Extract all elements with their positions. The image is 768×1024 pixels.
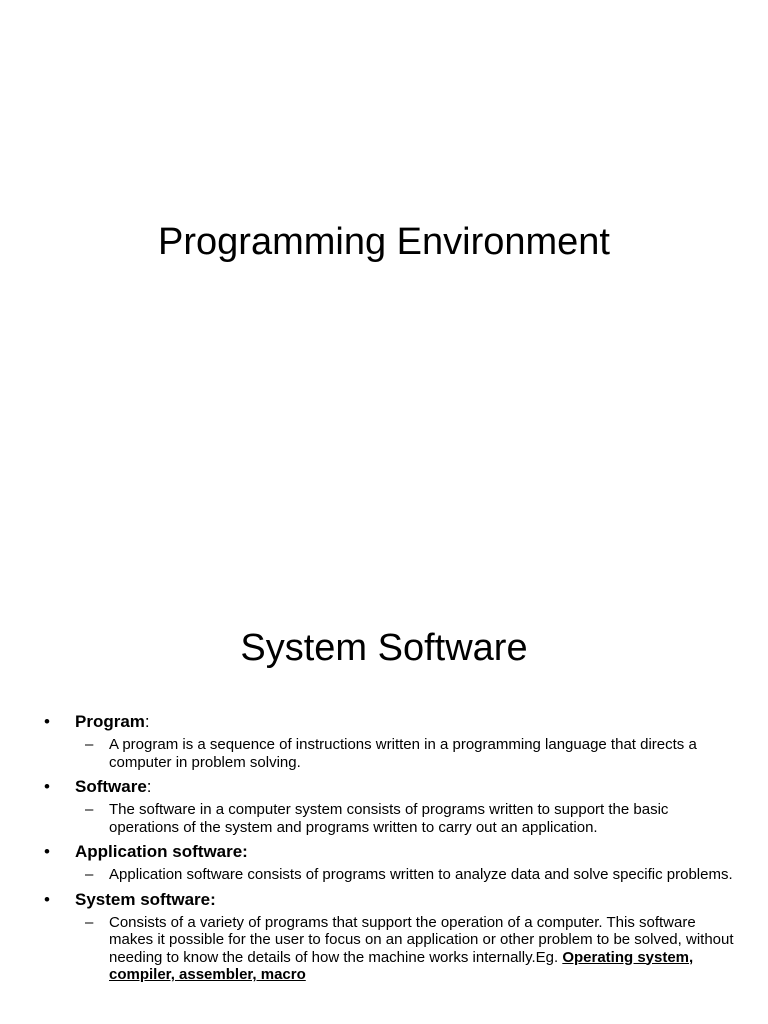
dash-icon: –: [85, 913, 94, 931]
bullet-item-software: [44, 775, 738, 836]
bullet-icon: •: [44, 842, 50, 861]
bullet-term: Software: [75, 777, 147, 796]
dash-icon: –: [85, 736, 94, 753]
slide-title: Programming Environment: [158, 221, 610, 263]
bullet-term: System software:: [75, 889, 216, 909]
slide-title: System Software: [240, 627, 528, 669]
bullet-term: Application software:: [75, 842, 248, 861]
sub-item: [75, 866, 738, 884]
sub-item: [75, 801, 738, 836]
bullet-item-system-software: [44, 888, 738, 984]
sub-item-text: Application software consists of programs written to analyze data and solve specific problems.: [109, 866, 733, 883]
bullet-icon: •: [44, 889, 50, 909]
sub-item-text: A program is a sequence of instructions written in a programming language that directs a computer in problem solving.: [109, 736, 697, 771]
bullet-term-suffix: :: [144, 712, 150, 731]
sub-item: [75, 914, 738, 984]
content-slide: [0, 576, 768, 1024]
bullet-list: [44, 710, 738, 988]
bullet-heading: [75, 840, 738, 864]
sub-item-text: The software in a computer system consists of programs written to support the basic operations of the system and programs written to carry out an application.: [109, 801, 669, 836]
dash-icon: –: [85, 801, 94, 818]
sub-item-emphasis: Operating system, compiler, assembler, macro: [109, 948, 694, 983]
bullet-icon: •: [44, 777, 50, 796]
dash-icon: –: [85, 866, 94, 883]
bullet-icon: •: [44, 712, 50, 731]
bullet-item-program: [44, 710, 738, 771]
bullet-term-suffix: :: [146, 777, 152, 796]
sub-item: [75, 736, 738, 771]
bullet-heading: [75, 775, 738, 799]
bullet-item-application-software: [44, 840, 738, 884]
bullet-heading: [75, 710, 738, 734]
bullet-heading: [75, 888, 738, 912]
sub-item-text: Consists of a variety of programs that support the operation of a computer. This software makes it possible for the user to focus on an application or other problem to be solved, without needing to know the details of how the machine works internally.Eg.: [109, 913, 734, 966]
bullet-term: Program: [75, 712, 145, 731]
